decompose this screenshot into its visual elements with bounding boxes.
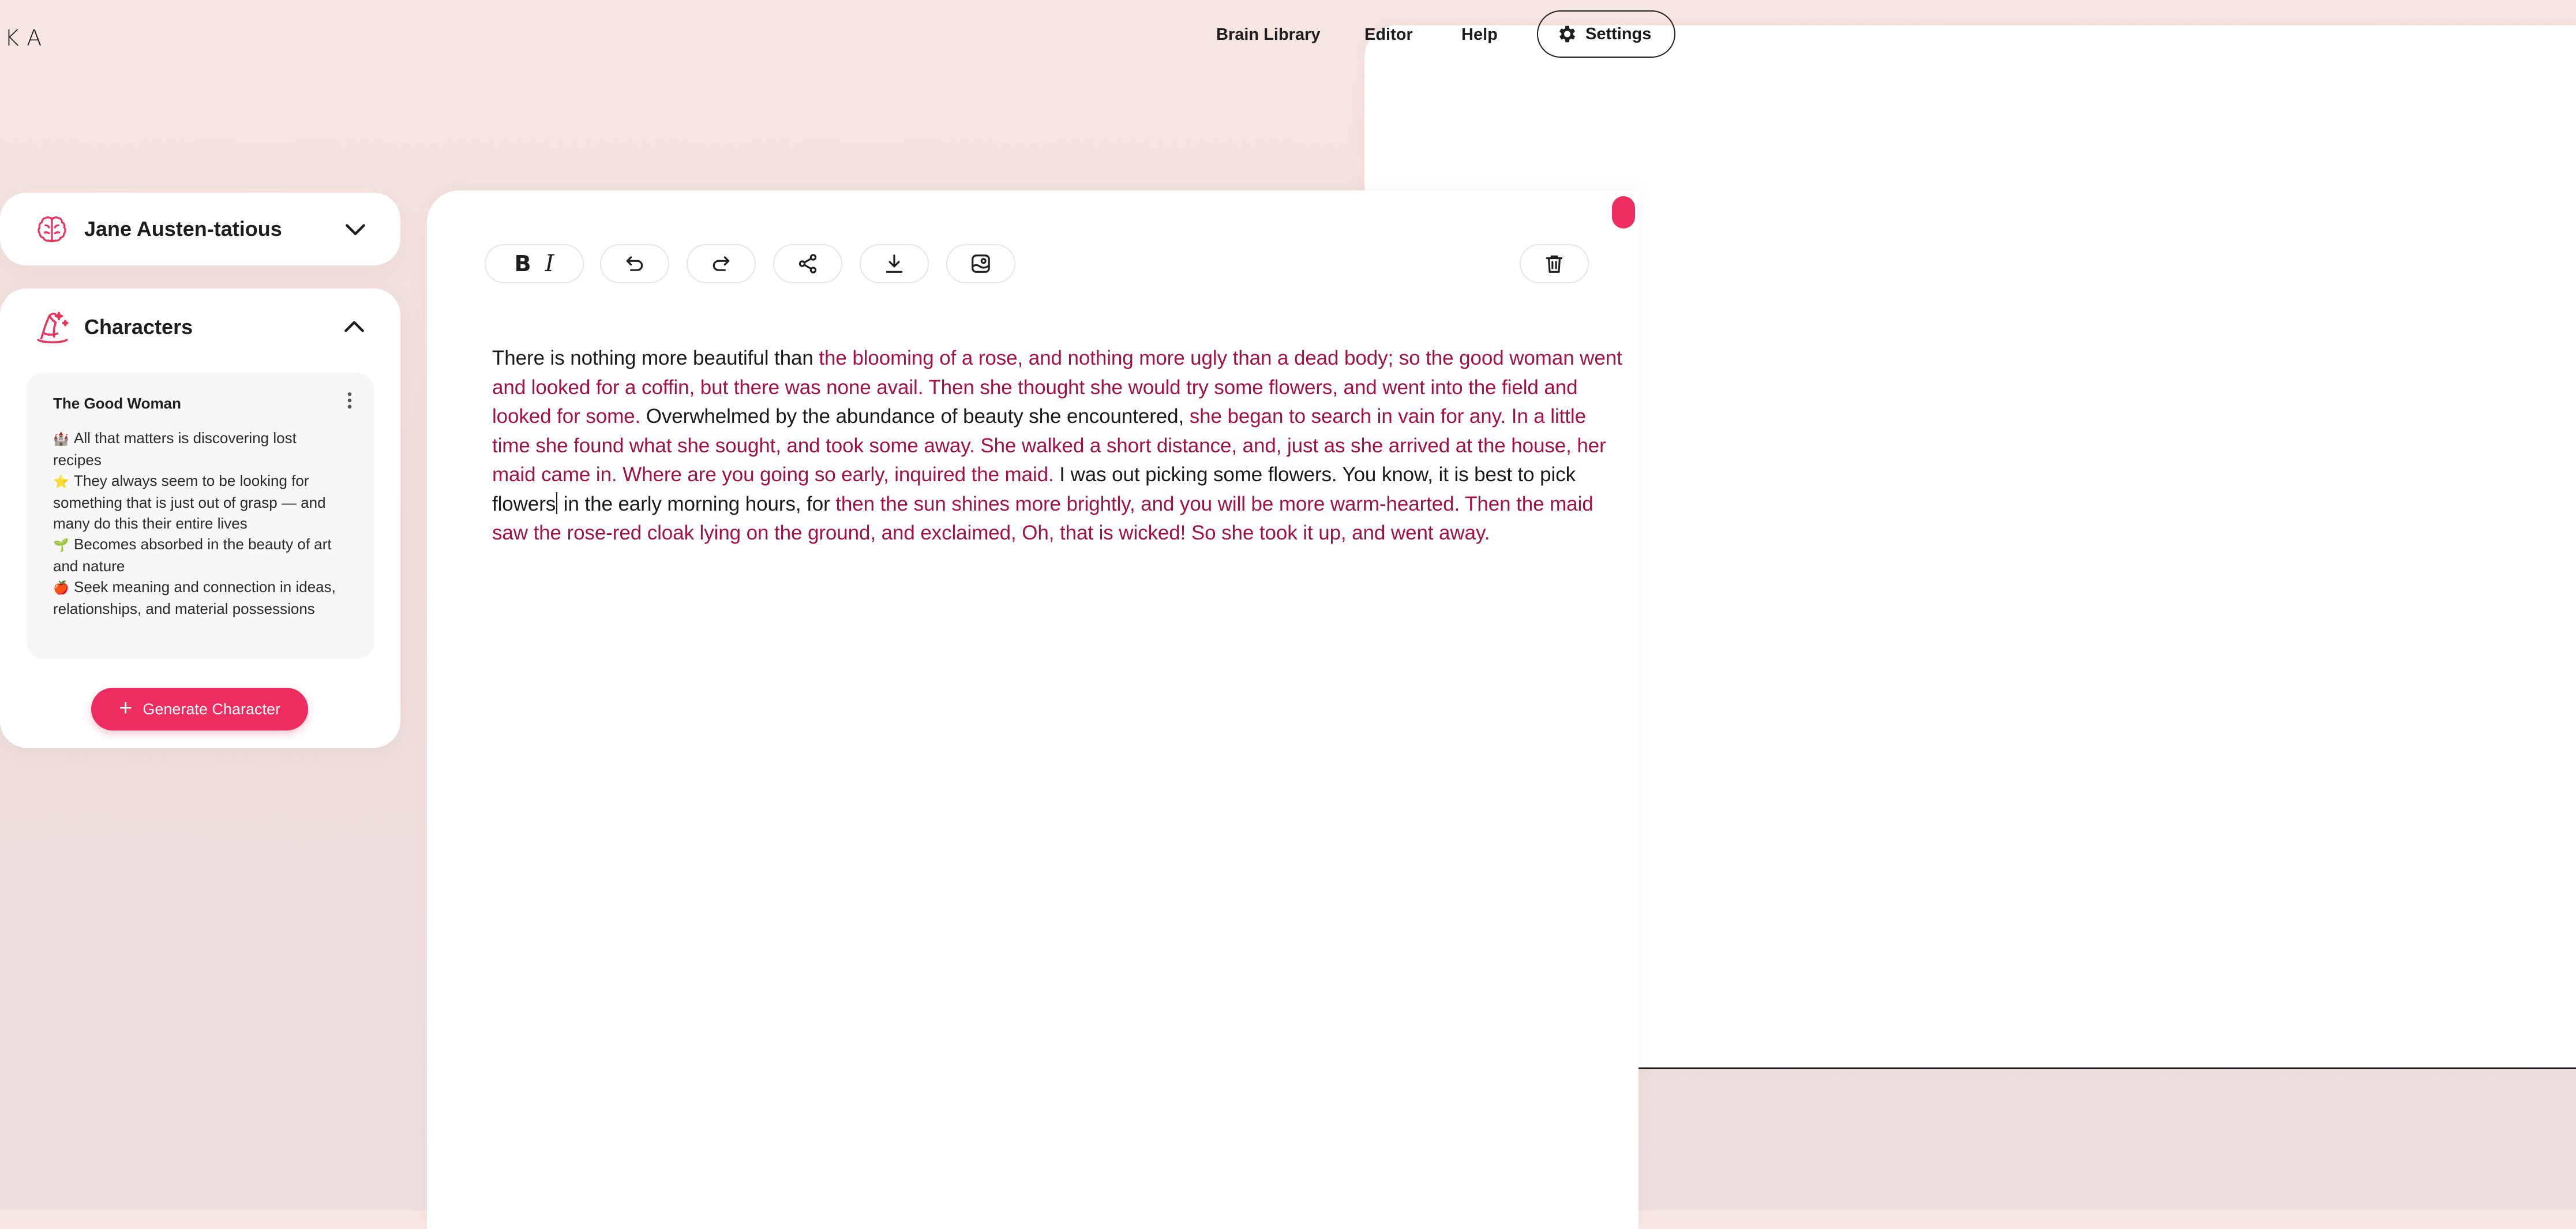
character-name: The Good Woman [53,395,181,412]
nav-brain-library[interactable]: Brain Library [1216,25,1321,44]
edge-indicator [1612,196,1635,228]
trait-text: Seek meaning and connection in ideas, relationships, and material possessions [53,578,336,617]
share-button[interactable] [773,244,842,283]
undo-icon [624,253,646,275]
ai-text-segment: then the sun shines more brightly, and you will be more warm-hearted. Then the maid saw the rose-red cloak lying on the ground, and exclaimed, Oh, that is wicked! So she took it up, and went away. [492,492,1593,544]
brain-icon [35,212,69,247]
ai-text-segment: the blooming of a rose, and nothing more ugly than a dead body; so the good woman went and looked for a coffin, but there was none avail. Then she thought she would try some flowers, and went into the field and looked for some. [492,347,1622,428]
brain-name: Jane Austen-tatious [84,217,282,241]
settings-button[interactable] [1537,10,1675,58]
user-text-segment: I was out picking some flowers. You know, it is best to pick flowers [492,463,1576,515]
italic-button[interactable]: I [545,250,554,277]
undo-button[interactable] [600,244,669,283]
ai-text-segment: she began to search in vain for any. In a little time she found what she sought, and took some away. She walked a short distance, and, just as she arrived at the house, her maid came in. Where are you going so early, inquired the maid. [492,405,1606,486]
gear-icon [1555,23,1577,45]
user-text-segment: Overwhelmed by the abundance of beauty she encountered, [640,405,1190,428]
character-trait [53,428,347,470]
character-trait [53,470,347,534]
trait-text: They always seem to be looking for something that is just out of grasp — and many do this their entire lives [53,472,326,532]
download-button[interactable] [860,244,929,283]
trash-icon [1543,253,1565,275]
user-text-segment: There is nothing more beautiful than [492,347,819,369]
editor-panel [427,190,1638,1229]
brain-selector[interactable] [0,193,400,265]
chevron-down-icon[interactable] [343,217,368,242]
trait-text: All that matters is discovering lost recipes [53,429,297,469]
document-text[interactable] [492,344,1623,548]
wizard-hat-icon [33,308,72,346]
generate-character-button[interactable] [91,688,308,730]
chevron-up-icon[interactable] [342,314,367,339]
image-button[interactable] [946,244,1015,283]
app-logo[interactable]: KA [5,25,50,51]
more-options-icon[interactable] [344,390,355,411]
characters-title: Characters [84,315,193,339]
download-icon [883,253,905,275]
apple-emoji-icon: 🍎 [53,580,69,595]
share-icon [797,253,819,275]
user-text-segment: in the early morning hours, for [558,492,836,515]
nav-editor[interactable]: Editor [1364,25,2576,1069]
generate-character-label: Generate Character [143,700,280,718]
format-group [485,244,584,283]
image-icon [970,253,992,275]
settings-label: Settings [1585,24,1652,43]
redo-button[interactable] [687,244,756,283]
text-cursor [556,492,557,514]
trait-text: Becomes absorbed in the beauty of art and nature [53,535,332,575]
star-emoji-icon: ⭐ [53,474,69,489]
character-trait [53,576,347,619]
character-trait [53,534,347,576]
characters-panel [0,288,400,748]
castle-emoji-icon: 🏰 [53,432,69,446]
nav-help[interactable]: Help [1461,25,1498,44]
seedling-emoji-icon: 🌱 [53,538,69,552]
plus-icon: + [119,695,133,721]
character-card[interactable] [27,373,374,659]
bold-button[interactable]: B [514,251,531,276]
delete-button[interactable] [1520,244,1589,283]
redo-icon [710,253,732,275]
